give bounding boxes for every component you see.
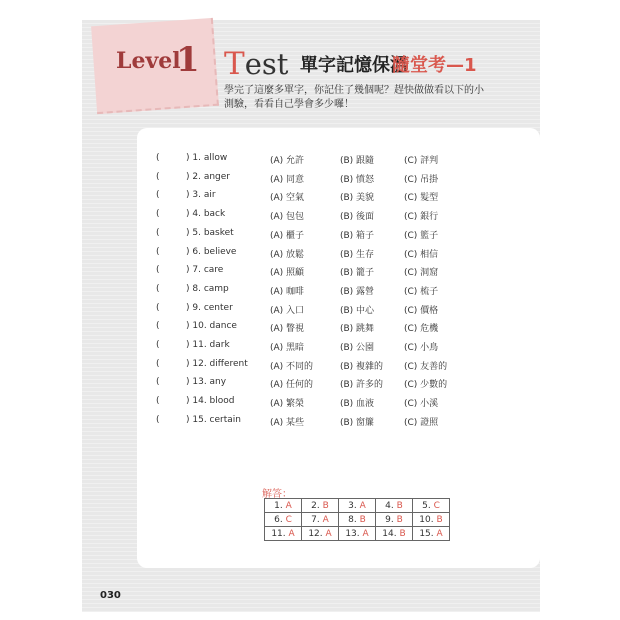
option-b: (B) 許多的 xyxy=(340,380,384,391)
answer-cell xyxy=(265,499,302,513)
option-c: (C) 相信 xyxy=(404,249,439,260)
answer-paren: ( xyxy=(156,358,160,369)
answer-paren: ( xyxy=(156,321,160,332)
question-word: ) 3. air xyxy=(186,190,216,201)
question-word: ) 8. camp xyxy=(186,283,229,294)
answer-cell xyxy=(302,499,339,513)
question-word: ) 5. basket xyxy=(186,227,234,238)
option-b: (B) 中心 xyxy=(340,305,375,316)
answer-letter: B xyxy=(396,500,403,511)
answer-number: 2. xyxy=(311,500,320,511)
option-c: (C) 銀行 xyxy=(404,212,439,223)
answer-paren: ( xyxy=(156,340,160,350)
question-row xyxy=(137,377,540,391)
question-word: ) 15. certain xyxy=(186,414,241,425)
answer-cell xyxy=(302,527,339,541)
answer-letter: A xyxy=(359,500,366,511)
option-b: (B) 血液 xyxy=(340,399,375,410)
question-row xyxy=(137,247,540,261)
title-main: 單字記憶保溫 xyxy=(300,55,408,76)
option-b: (B) 籠子 xyxy=(340,268,375,279)
answer-letter: A xyxy=(325,528,332,539)
answer-paren: ( xyxy=(156,153,160,163)
question-row xyxy=(137,340,540,354)
answer-number: 11. xyxy=(271,528,286,539)
option-c: (C) 危機 xyxy=(404,324,439,335)
answer-letter: A xyxy=(285,500,292,511)
option-b: (B) 複雜的 xyxy=(340,361,384,372)
answer-letter: A xyxy=(288,528,295,539)
answer-paren: ( xyxy=(156,227,160,238)
answer-paren: ( xyxy=(156,396,160,407)
option-a: (A) 入口 xyxy=(270,305,305,316)
option-a: (A) 照顧 xyxy=(270,268,305,279)
answer-letter: B xyxy=(399,528,406,539)
answer-number: 5. xyxy=(422,500,431,511)
option-a: (A) 不同的 xyxy=(270,361,314,372)
answer-paren: ( xyxy=(156,171,160,182)
question-word: ) 11. dark xyxy=(186,340,230,350)
option-a: (A) 咖啡 xyxy=(270,286,305,297)
answer-number: 15. xyxy=(419,528,434,539)
question-word: ) 2. anger xyxy=(186,171,230,182)
question-word: ) 4. back xyxy=(186,209,226,220)
answers-row xyxy=(265,513,450,527)
option-a: (A) 黑暗 xyxy=(270,343,305,353)
answer-cell xyxy=(339,513,376,527)
question-row xyxy=(137,359,540,373)
question-word: ) 14. blood xyxy=(186,396,235,407)
answer-number: 13. xyxy=(345,528,360,539)
test-heading-initial: T xyxy=(224,46,245,82)
intro-text: 學完了這麼多單字，你記住了幾個呢？趕快做做看以下的小測驗，看看自己學會多少囉！ xyxy=(224,85,484,110)
answer-number: 4. xyxy=(385,500,394,511)
option-b: (B) 美貌 xyxy=(340,193,375,204)
question-row xyxy=(137,284,540,298)
option-a: (A) 任何的 xyxy=(270,380,314,391)
option-a: (A) 繁榮 xyxy=(270,399,305,410)
test-heading-rest: est xyxy=(244,47,289,81)
option-c: (C) 籃子 xyxy=(404,230,439,241)
answer-paren: ( xyxy=(156,283,160,294)
answer-number: 3. xyxy=(348,500,357,511)
question-row xyxy=(137,396,540,410)
answer-letter: B xyxy=(359,514,366,525)
answer-number: 1. xyxy=(274,500,283,511)
test-heading xyxy=(224,46,288,82)
answer-number: 6. xyxy=(274,514,283,525)
page-number: 030 xyxy=(100,590,121,601)
option-a: (A) 包包 xyxy=(270,212,305,223)
answer-paren: ( xyxy=(156,190,160,201)
option-c: (C) 洞窟 xyxy=(404,268,439,279)
answer-paren: ( xyxy=(156,414,160,425)
option-c: (C) 價格 xyxy=(404,305,439,316)
answer-number: 12. xyxy=(308,528,323,539)
answer-letter: C xyxy=(285,514,292,525)
answer-paren: ( xyxy=(156,209,160,220)
answer-cell xyxy=(376,527,413,541)
answer-number: 10. xyxy=(419,514,434,525)
option-b: (B) 憤怒 xyxy=(340,174,375,185)
level-label: Level xyxy=(116,48,181,74)
question-row xyxy=(137,303,540,317)
option-b: (B) 窗簾 xyxy=(340,417,375,428)
option-b: (B) 跳舞 xyxy=(340,324,375,335)
answer-letter: A xyxy=(362,528,369,539)
option-a: (A) 空氣 xyxy=(270,193,305,204)
option-c: (C) 梳子 xyxy=(404,286,439,297)
answer-number: 7. xyxy=(311,514,320,525)
answer-cell xyxy=(265,527,302,541)
option-b: (B) 跟隨 xyxy=(340,156,375,166)
answer-number: 14. xyxy=(382,528,397,539)
option-a: (A) 櫃子 xyxy=(270,230,305,241)
option-a: (A) 瞥視 xyxy=(270,324,305,335)
question-row xyxy=(137,190,540,204)
option-c: (C) 髮型 xyxy=(404,193,439,204)
option-a: (A) 某些 xyxy=(270,417,305,428)
question-row xyxy=(137,153,540,167)
answer-cell xyxy=(413,527,450,541)
answer-letter: B xyxy=(396,514,403,525)
answer-cell xyxy=(376,513,413,527)
answer-number: 8. xyxy=(348,514,357,525)
option-b: (B) 後面 xyxy=(340,212,375,223)
answer-paren: ( xyxy=(156,302,160,313)
answer-cell xyxy=(413,513,450,527)
answer-letter: C xyxy=(433,500,440,511)
answer-number: 9. xyxy=(385,514,394,525)
question-word: ) 13. any xyxy=(186,377,227,388)
option-a: (A) 放鬆 xyxy=(270,249,305,260)
question-row xyxy=(137,228,540,242)
question-row xyxy=(137,415,540,429)
answer-letter: A xyxy=(322,514,329,525)
answers-row xyxy=(265,527,450,541)
answer-cell xyxy=(265,513,302,527)
answers-table xyxy=(264,498,450,541)
option-a: (A) 同意 xyxy=(270,174,305,185)
option-c: (C) 評判 xyxy=(404,156,439,166)
answers-row xyxy=(265,499,450,513)
option-b: (B) 生存 xyxy=(340,249,375,260)
answer-paren: ( xyxy=(156,246,160,257)
option-b: (B) 露營 xyxy=(340,286,375,297)
option-c: (C) 友善的 xyxy=(404,361,448,372)
title-highlight: 隨堂考—1 xyxy=(392,55,477,76)
question-word: ) 1. allow xyxy=(186,153,228,163)
question-row xyxy=(137,321,540,335)
question-word: ) 10. dance xyxy=(186,321,237,332)
question-word: ) 12. different xyxy=(186,358,248,369)
question-row xyxy=(137,172,540,186)
answer-cell xyxy=(339,527,376,541)
question-row xyxy=(137,265,540,279)
answer-letter: B xyxy=(322,500,329,511)
option-b: (B) 公園 xyxy=(340,343,375,353)
option-c: (C) 吊掛 xyxy=(404,174,439,185)
answer-paren: ( xyxy=(156,265,160,276)
question-word: ) 9. center xyxy=(186,302,233,313)
answer-cell xyxy=(339,499,376,513)
answer-cell xyxy=(376,499,413,513)
answer-paren: ( xyxy=(156,377,160,388)
question-word: ) 6. believe xyxy=(186,246,237,257)
answer-cell xyxy=(302,513,339,527)
answer-letter: A xyxy=(436,528,443,539)
option-c: (C) 證照 xyxy=(404,417,439,428)
answers-title: 解答： xyxy=(262,489,292,500)
option-a: (A) 允許 xyxy=(270,156,305,166)
question-row xyxy=(137,209,540,223)
answer-letter: B xyxy=(436,514,443,525)
question-word: ) 7. care xyxy=(186,265,224,276)
option-b: (B) 箱子 xyxy=(340,230,375,241)
option-c: (C) 少數的 xyxy=(404,380,448,391)
level-number: 1 xyxy=(176,40,200,80)
option-c: (C) 小溪 xyxy=(404,399,439,410)
option-c: (C) 小鳥 xyxy=(404,343,439,353)
answer-cell xyxy=(413,499,450,513)
